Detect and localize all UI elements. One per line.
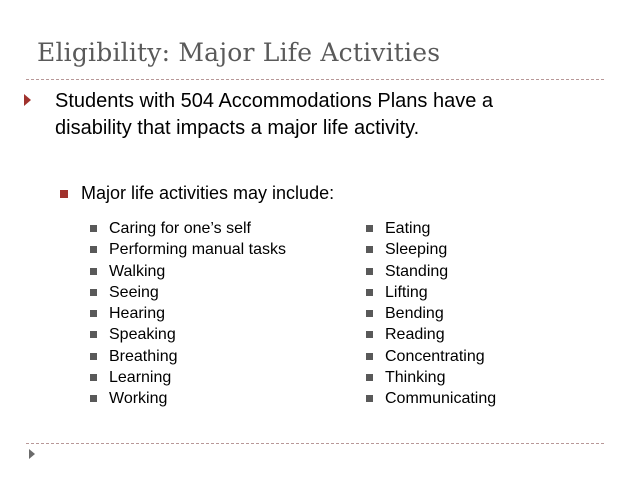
list-item [366,282,496,303]
square-bullet-icon [90,395,97,402]
list-item-label: Learning [109,368,172,386]
square-bullet-icon [60,190,68,198]
slide-title: Eligibility: Major Life Activities [37,38,441,67]
main-bullet-line-1: Students with 504 Accommodations Plans have a [55,90,494,112]
list-item [366,367,496,388]
list-item [90,303,286,324]
arrow-bullet-icon [24,94,31,106]
square-bullet-icon [366,225,373,232]
list-item [90,261,286,282]
activities-right-column [366,218,496,409]
list-item-label: Eating [385,220,431,237]
list-item-label: Thinking [385,368,446,386]
square-bullet-icon [90,225,97,232]
list-item-label: Breathing [109,347,178,365]
list-item [90,239,286,260]
square-bullet-icon [90,353,97,360]
square-bullet-icon [90,374,97,381]
list-item [366,261,496,282]
sub-bullet-text: Major life activities may include: [81,183,335,203]
list-item [366,324,496,345]
list-item-label: Performing manual tasks [109,241,286,259]
list-item-label: Hearing [109,305,166,322]
list-item-label: Working [109,390,168,407]
list-item [90,346,286,367]
square-bullet-icon [366,374,373,381]
list-item-label: Reading [385,326,445,344]
list-item-label: Sleeping [385,241,448,259]
square-bullet-icon [90,268,97,275]
square-bullet-icon [366,331,373,338]
list-item [366,218,496,239]
square-bullet-icon [366,395,373,402]
list-item-label: Walking [109,262,166,280]
footer-arrow-icon [29,449,35,459]
list-item [366,239,496,260]
list-item [90,324,286,345]
list-item-label: Seeing [109,283,159,301]
footer-divider [26,443,604,444]
list-item-label: Communicating [385,390,497,407]
main-bullet-line-2: disability that impacts a major life activity. [55,117,420,139]
square-bullet-icon [366,268,373,275]
list-item [90,282,286,303]
list-item [90,367,286,388]
main-bullet-text [55,88,615,142]
list-item [366,388,496,409]
square-bullet-icon [366,289,373,296]
square-bullet-icon [90,246,97,253]
list-item-label: Caring for one’s self [109,220,251,237]
list-item-label: Speaking [109,326,176,344]
title-divider [26,79,604,80]
list-item [366,346,496,367]
list-item-label: Bending [385,305,444,322]
square-bullet-icon [90,310,97,317]
list-item-label: Standing [385,262,449,280]
square-bullet-icon [366,353,373,360]
square-bullet-icon [90,331,97,338]
list-item [90,218,286,239]
list-item [366,303,496,324]
list-item-label: Lifting [385,283,428,301]
activities-left-column [90,218,286,409]
list-item-label: Concentrating [385,347,485,365]
square-bullet-icon [366,310,373,317]
list-item [90,388,286,409]
square-bullet-icon [366,246,373,253]
square-bullet-icon [90,289,97,296]
